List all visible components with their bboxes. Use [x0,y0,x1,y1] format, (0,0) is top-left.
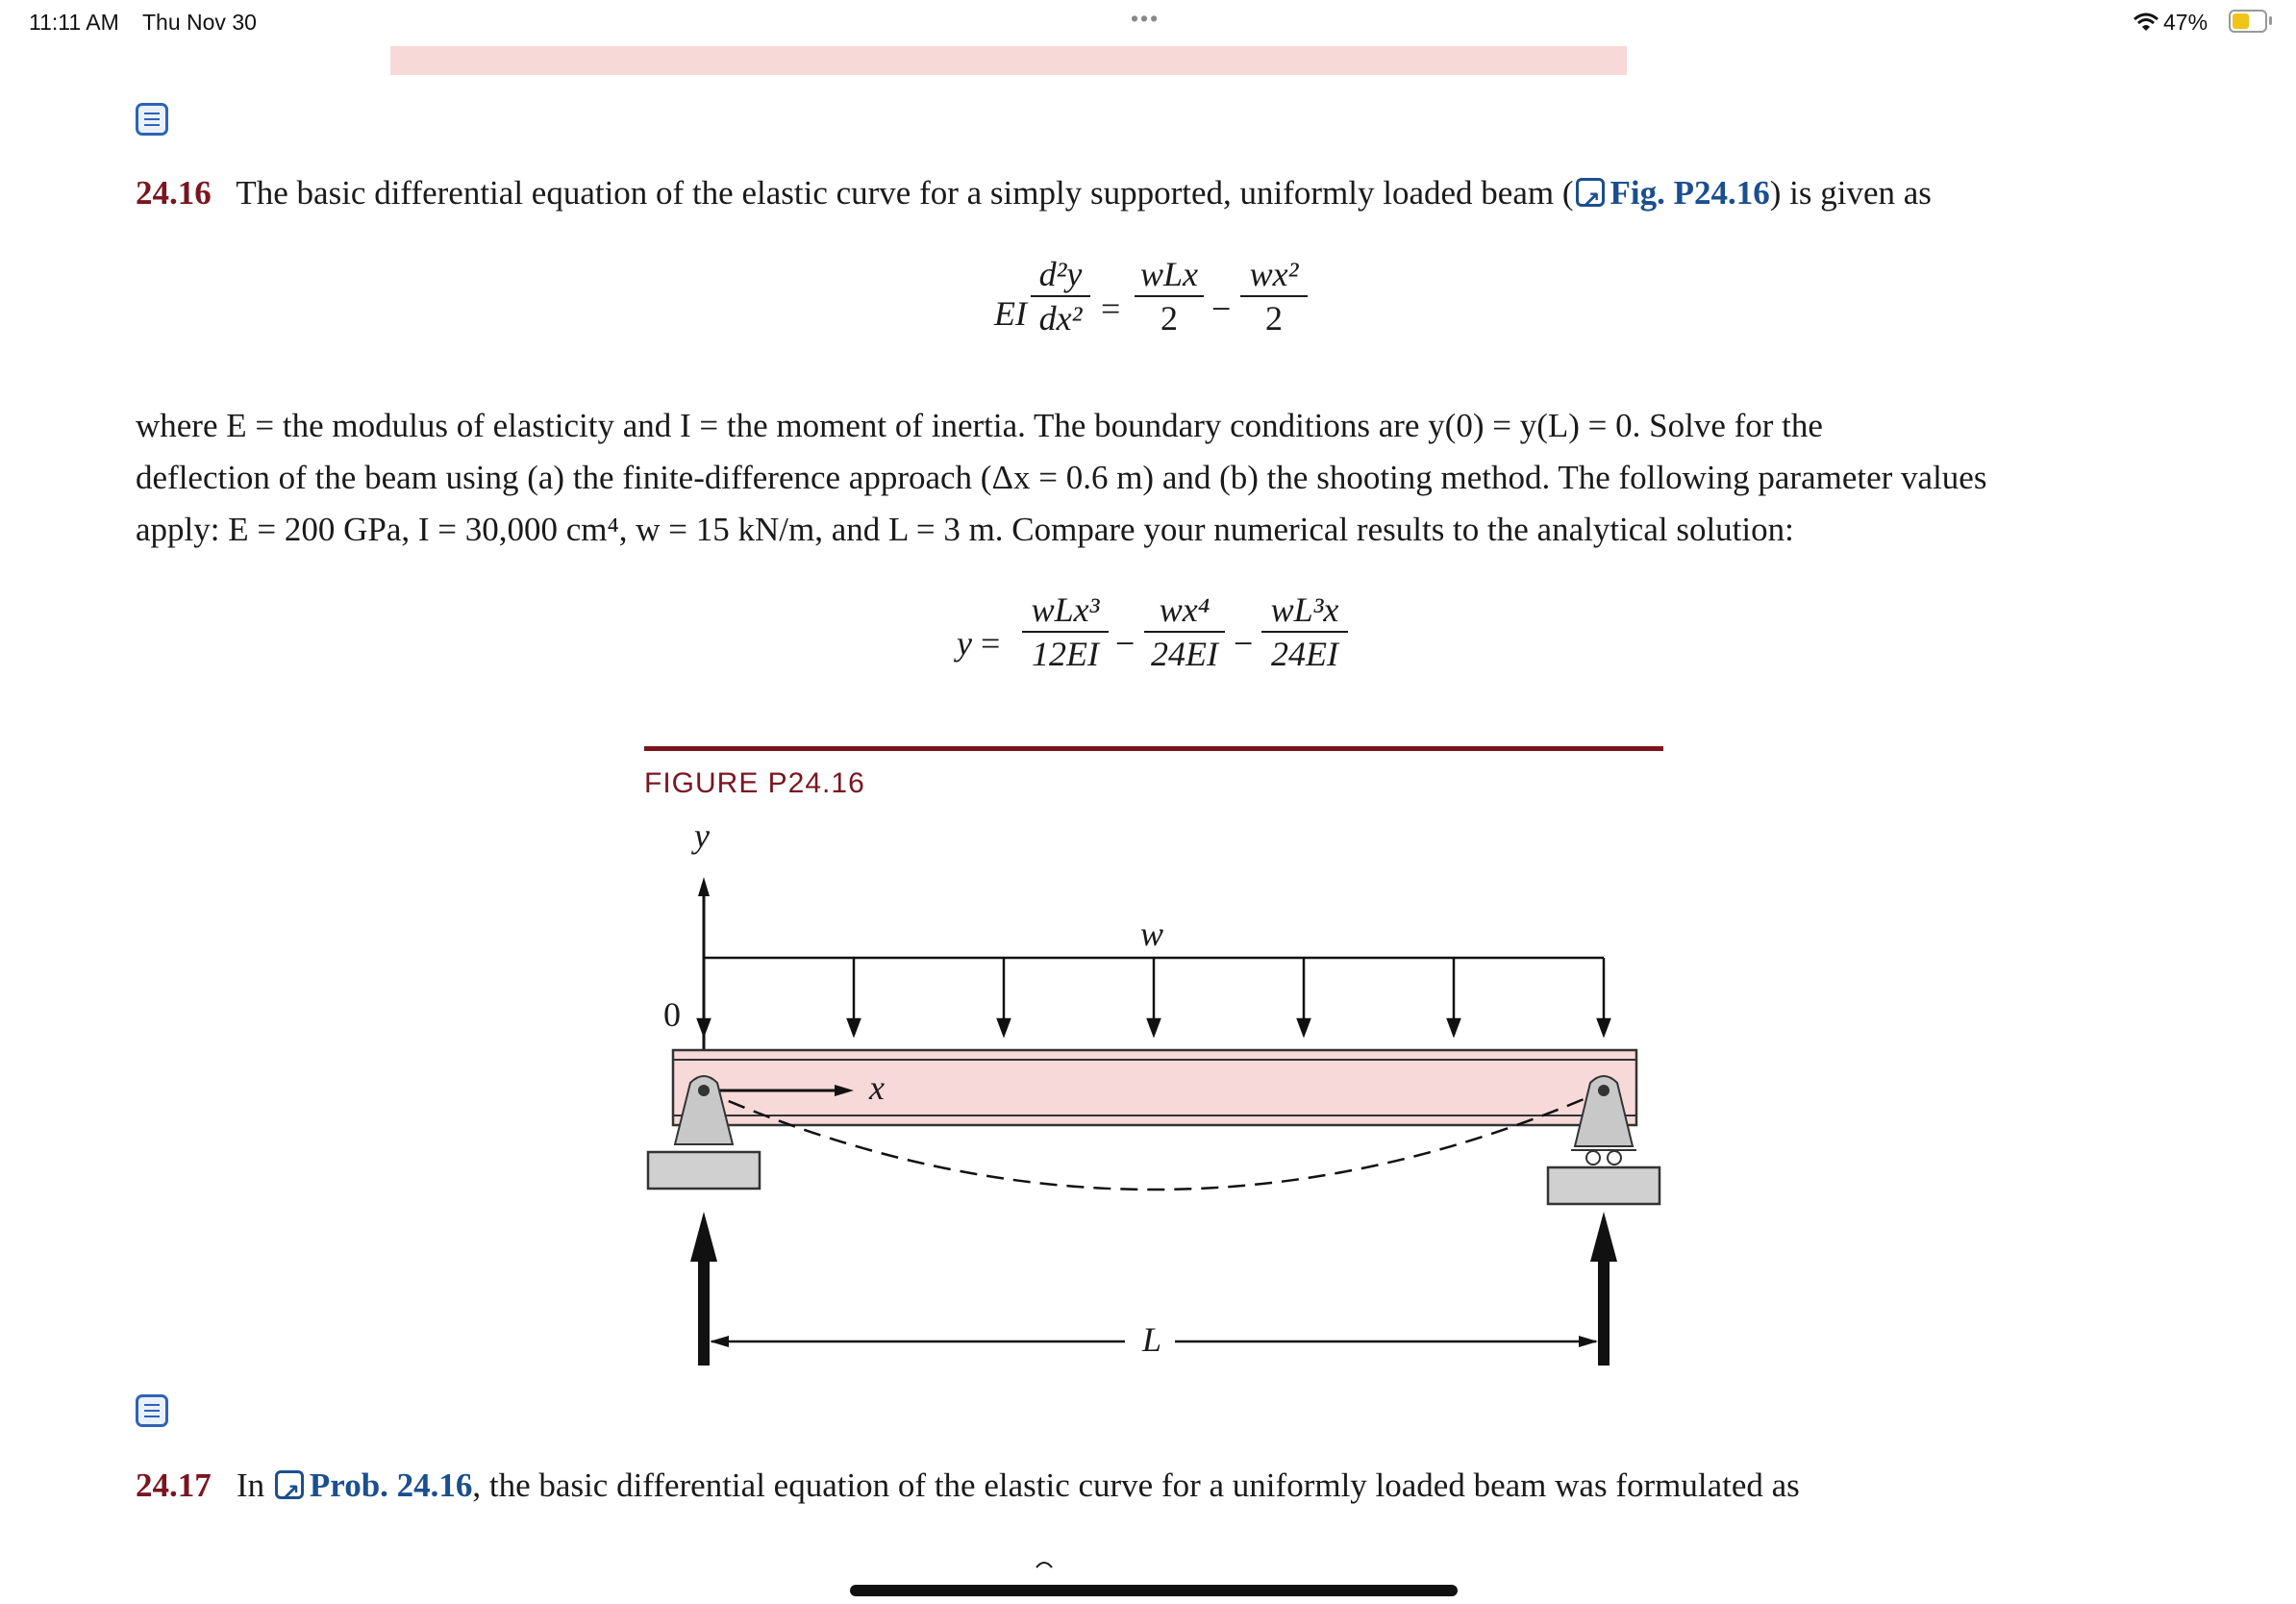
eq2-term2-fraction: wx⁴ 24EI [1144,589,1225,675]
load-arrows [698,958,1610,1035]
eq1-term2-fraction: wx² 2 [1240,253,1308,339]
figure-caption: FIGURE P24.16 [644,767,865,799]
eq1-minus: − [1211,289,1232,328]
wifi-icon [2133,12,2159,33]
multitask-dots[interactable]: ••• [1131,6,1160,31]
figure-origin-label: 0 [663,995,681,1034]
eq2-lhs: y = [957,624,1001,663]
beam [673,1050,1636,1125]
problem-number-2: 24.17 [136,1466,212,1504]
problem-number: 24.16 [136,174,212,212]
problem-2-text: , the basic differential equation of the elastic curve for a uniformly loaded beam was formulated as [472,1466,1800,1504]
home-indicator[interactable] [850,1585,1458,1596]
figure-rule [644,746,1663,751]
battery-percent: 47% [2163,10,2209,35]
note-icon-2[interactable] [136,1394,168,1427]
fig-link[interactable]: Fig. P24.16 [1610,174,1770,212]
eq1-prefix-EI: EI [994,294,1027,333]
eq1-term1-fraction: wLx 2 [1135,253,1204,339]
problem-24-16-intro [136,167,1932,218]
battery-icon [2229,10,2267,33]
eq2-minus-2: − [1234,624,1254,663]
right-ground-block [1548,1167,1660,1204]
eq2-term1-fraction: wLx³ 12EI [1022,589,1109,675]
left-ground-block [648,1152,760,1189]
eq1-lhs-num: d²y [1038,255,1083,293]
figure-x-label: x [869,1068,885,1107]
status-date: Thu Nov 30 [142,10,257,35]
highlight-strip [390,46,1627,75]
figure-load-label: w [1140,915,1164,953]
external-link-icon-2[interactable] [275,1470,304,1499]
figure-length-label: L [1142,1320,1162,1359]
eq1-lhs-fraction [1031,253,1090,339]
external-link-icon[interactable] [1576,178,1605,207]
beam-figure [615,808,1702,1375]
eq2-term3-fraction: wL³x 24EI [1261,589,1348,675]
problem-24-17-intro [136,1460,1800,1511]
y-axis-arrowhead [698,877,710,896]
eq2-minus-1: − [1115,624,1136,663]
problem-2-prefix: In [237,1466,265,1504]
problem-text-line-1: where E = the modulus of elasticity and I = the moment of inertia. The boundary conditions are y(0) = y(L) = 0. Solve for the [136,407,1823,444]
problem-text-line-3: apply: E = 200 GPa, I = 30,000 cm⁴, w = 15 kN/m, and L = 3 m. Compare your numerical results to the analytical solution: [136,511,1794,548]
problem-text-line-2: deflection of the beam using (a) the finite-difference approach (Δx = 0.6 m) and (b) the shooting method. The following parameter values [136,459,1987,496]
figure-y-label: y [694,816,710,855]
problem-intro-end: ) is given as [1769,174,1932,212]
status-time: 11:11 AM [29,10,119,35]
eq1-equals: = [1101,289,1121,328]
note-icon[interactable] [136,103,168,136]
problem-intro-text: The basic differential equation of the elastic curve for a simply supported, uniformly loaded beam ( [236,174,1574,212]
cutoff-equation [1035,1556,1073,1569]
prob-link[interactable]: Prob. 24.16 [309,1466,473,1504]
eq1-lhs-den: dx² [1038,299,1083,338]
